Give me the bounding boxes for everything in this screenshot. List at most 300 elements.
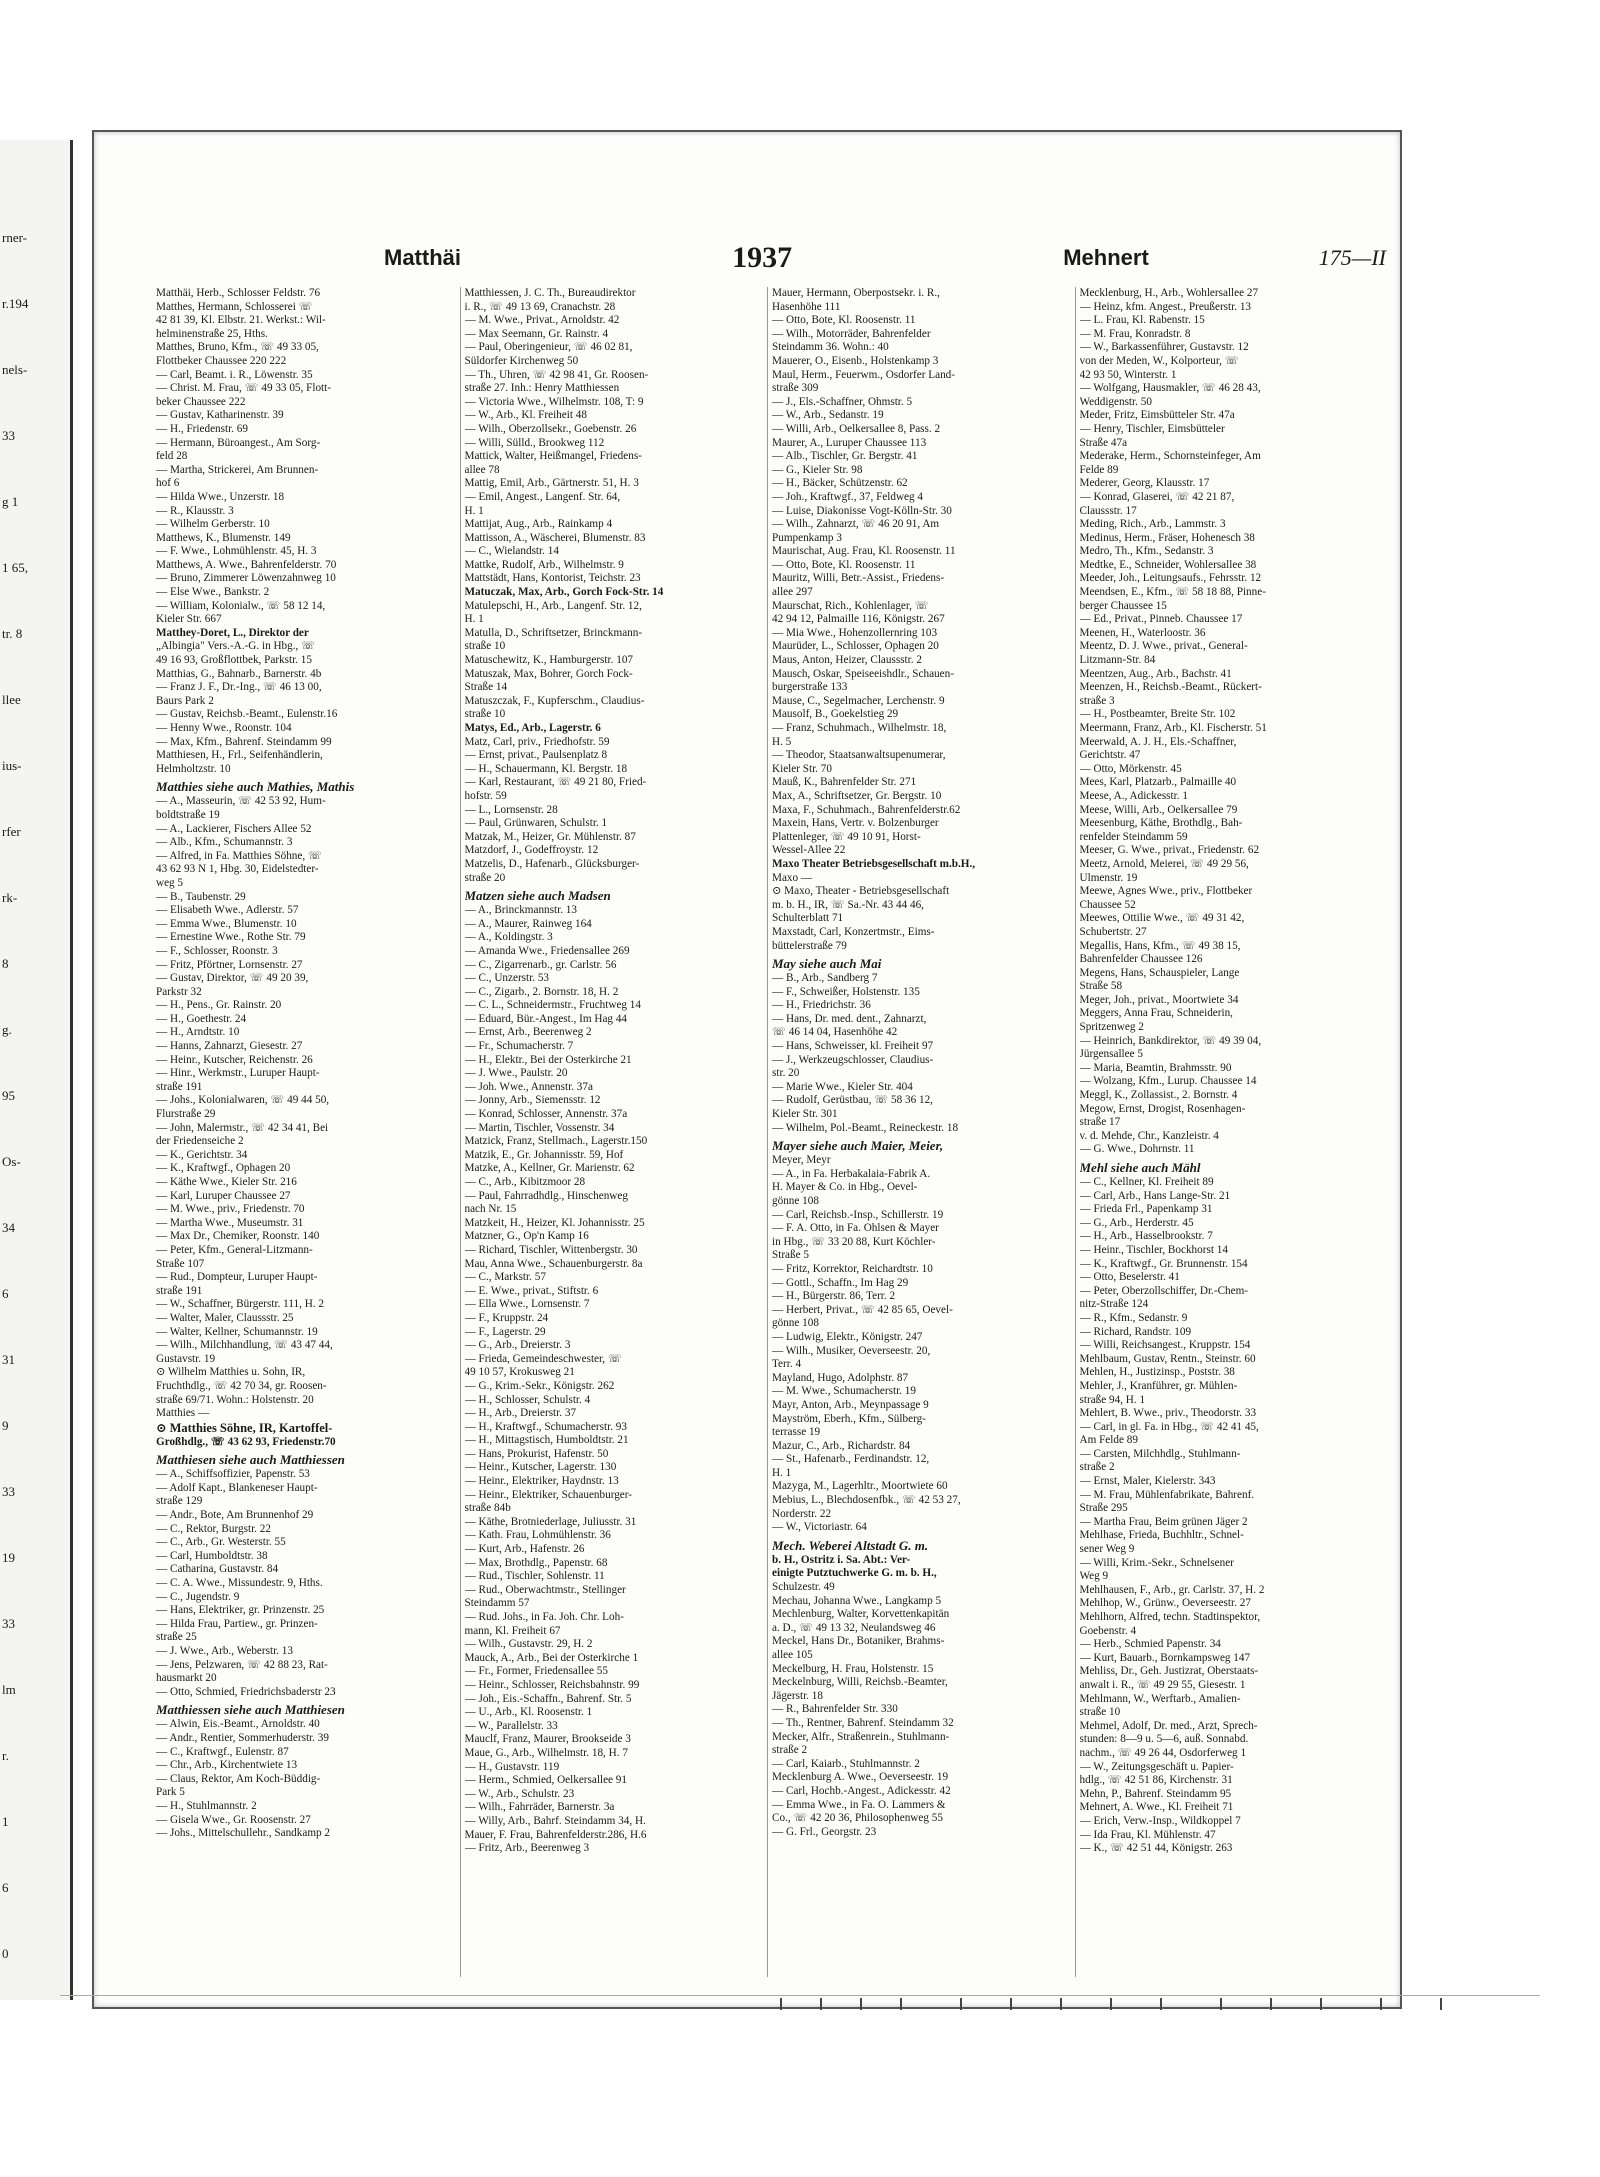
directory-entry: — Otto, Bote, Kl. Roosenstr. 11	[772, 558, 916, 571]
directory-entry: — Alwin, Eis.-Beamt., Arnoldstr. 40	[156, 1718, 320, 1731]
directory-entry: — Carl, Reichsb.-Insp., Schillerstr. 19	[772, 1208, 944, 1221]
directory-column-3	[767, 287, 1065, 1977]
directory-entry: — C., Kellner, Kl. Freiheit 89	[1079, 1176, 1214, 1188]
directory-entry: — J., Werkzeugschlosser, Claudius-	[772, 1053, 934, 1066]
directory-entry: — H., Elektr., Bei der Osterkirche 21	[464, 1053, 632, 1066]
directory-entry: einigte Putztuchwerke G. m. b. H.,	[772, 1567, 937, 1580]
directory-entry: berger Chaussee 15	[1079, 599, 1167, 612]
directory-entry: Maurer, A., Luruper Chaussee 113	[772, 436, 927, 449]
directory-entry: 49 16 93, Großflottbek, Parkstr. 15	[156, 654, 312, 667]
directory-entry: — Karl, Restaurant, ☏ 49 21 80, Fried-	[464, 776, 647, 789]
directory-entry: — A., in Fa. Herbakalaia-Fabrik A.	[772, 1167, 931, 1180]
directory-entry: mann, Kl. Freiheit 67	[464, 1624, 561, 1637]
directory-entry: renfelder Steindamm 59	[1079, 830, 1188, 843]
directory-entry: — Willi, Arb., Oelkersallee 8, Pass. 2	[772, 422, 941, 435]
directory-entry: Gustavstr. 19	[156, 1352, 216, 1365]
left-page-fragment: 19	[2, 1550, 15, 1565]
directory-entry: — G., Arb., Dreierstr. 3	[464, 1339, 571, 1352]
directory-entry: Megow, Ernst, Drogist, Rosenhagen-	[1079, 1102, 1246, 1115]
directory-entry: „Albingia" Vers.-A.-G. in Hbg., ☏	[156, 640, 316, 653]
directory-entry: Mees, Karl, Platzarb., Palmaille 40	[1079, 776, 1237, 789]
directory-entry: — H., Friedenstr. 69	[156, 422, 248, 435]
directory-entry: — Herbert, Privat., ☏ 42 85 65, Oevel-	[772, 1303, 953, 1316]
left-page-fragment: rner-	[2, 230, 27, 245]
directory-entry: Maxo —	[772, 871, 813, 884]
directory-entry: — W., Parallelstr. 33	[464, 1719, 558, 1732]
directory-entry: Meckelnburg, Willi, Reichsb.-Beamter,	[772, 1676, 948, 1689]
directory-entry: Meendsen, E., Kfm., ☏ 58 18 88, Pinne-	[1079, 586, 1266, 599]
directory-entry: Mattig, Emil, Arb., Gärtnerstr. 51, H. 3	[464, 477, 639, 490]
directory-entry: Mayström, Eberh., Kfm., Sülberg-	[772, 1412, 926, 1425]
directory-entry: — Joh., Eis.-Schaffn., Bahrenf. Str. 5	[464, 1692, 632, 1705]
directory-entry: Bahrenfelder Chaussee 126	[1079, 953, 1203, 966]
directory-entry: — Catharina, Gustavstr. 84	[156, 1563, 279, 1576]
directory-entry: Hasenhöhe 111	[772, 300, 841, 313]
directory-entry: Medro, Th., Kfm., Sedanstr. 3	[1079, 545, 1214, 558]
page-number: 175—II	[1318, 245, 1386, 270]
directory-entry: — Käthe, Brotniederlage, Juliusstr. 31	[464, 1515, 637, 1528]
directory-entry: Am Felde 89	[1079, 1434, 1138, 1447]
directory-entry: Meesenburg, Käthe, Brothdlg., Bah-	[1079, 817, 1243, 830]
directory-entry: von der Meden, W., Kolporteur, ☏	[1079, 354, 1239, 367]
directory-entry: — F. A. Otto, in Fa. Ohlsen & Mayer	[772, 1222, 939, 1235]
directory-entry: Maurüder, L., Schlosser, Ophagen 20	[772, 640, 939, 653]
directory-entry: — Gustav, Direktor, ☏ 49 20 39,	[156, 972, 309, 985]
directory-entry: str. 20	[772, 1067, 800, 1080]
directory-entry: Mayland, Hugo, Adolphstr. 87	[772, 1371, 909, 1384]
directory-entry: — Kurt, Bauarb., Bornkampsweg 147	[1079, 1651, 1251, 1664]
left-page-fragment: 1 65,	[2, 560, 28, 575]
directory-entry: — Herm., Schmied, Oelkersallee 91	[464, 1774, 627, 1787]
directory-entry: Mayr, Anton, Arb., Meynpassage 9	[772, 1398, 929, 1411]
directory-entry: — Alfred, in Fa. Matthies Söhne, ☏	[156, 849, 322, 862]
directory-entry: — M. Wwe., priv., Friedenstr. 70	[156, 1203, 305, 1216]
left-page-fragment: 6	[2, 1880, 9, 1895]
directory-entry: — Hans, Dr. med. dent., Zahnarzt,	[772, 1012, 927, 1025]
directory-entry: — C., Jugendstr. 9	[156, 1590, 240, 1603]
left-page-fragment: g.	[2, 1022, 12, 1037]
directory-entry: Matthes, Hermann, Schlosserei ☏	[156, 300, 313, 313]
directory-entry: 42 93 50, Winterstr. 1	[1079, 368, 1177, 381]
directory-entry: — Martha, Strickerei, Am Brunnen-	[156, 463, 319, 476]
directory-entry: — K., Kraftwgf., Ophagen 20	[156, 1162, 291, 1175]
directory-entry: Kieler Str. 70	[772, 762, 832, 775]
left-page-fragment: 33	[2, 1616, 15, 1631]
directory-entry: — Joh., Kraftwgf., 37, Feldweg 4	[772, 490, 924, 503]
directory-entry: — Rud., Dompteur, Luruper Haupt-	[156, 1271, 318, 1284]
directory-entry: Mederer, Georg, Klausstr. 17	[1079, 477, 1210, 490]
directory-entry: Matthey-Doret, L., Direktor der	[156, 626, 309, 639]
directory-entry: — Ella Wwe., Lornsenstr. 7	[464, 1298, 590, 1311]
directory-entry: Matthias, G., Bahnarb., Barnerstr. 4b	[156, 667, 322, 680]
left-page-fragment: r.	[2, 1748, 9, 1763]
directory-entry: — Marie Wwe., Kieler Str. 404	[772, 1080, 913, 1093]
directory-entry: Mecklenburg A. Wwe., Oeverseestr. 19	[772, 1771, 949, 1784]
directory-entry: Meentzen, Aug., Arb., Bachstr. 41	[1079, 667, 1232, 680]
directory-entry: — Max, Brothdlg., Papenstr. 68	[464, 1556, 608, 1569]
directory-entry: — Heinr., Schlosser, Reichsbahnstr. 99	[464, 1678, 640, 1691]
directory-entry: — Ed., Privat., Pinneb. Chaussee 17	[1079, 613, 1243, 626]
directory-entry: Mehlhausen, F., Arb., gr. Carlstr. 37, H. 2	[1079, 1583, 1265, 1596]
directory-entry: — Martin, Tischler, Vossenstr. 34	[464, 1121, 615, 1134]
directory-entry: Mauritz, Willi, Betr.-Assist., Friedens-	[772, 572, 945, 585]
directory-entry: Helmholtzstr. 10	[156, 762, 231, 775]
directory-entry: — Paul, Grünwaren, Schulstr. 1	[464, 817, 608, 830]
directory-entry: — L. Frau, Kl. Rabenstr. 15	[1079, 314, 1205, 327]
directory-entry: — C., Arb., Gr. Westerstr. 55	[156, 1536, 286, 1549]
directory-entry: Mattisson, A., Wäscherei, Blumenstr. 83	[464, 531, 646, 544]
directory-entry: Matzdorf, J., Godeffroystr. 12	[464, 844, 599, 857]
directory-entry: weg 5	[156, 876, 184, 889]
directory-entry: — Käthe Wwe., Kieler Str. 216	[156, 1176, 297, 1188]
directory-entry: — A., Koldingstr. 3	[464, 931, 553, 944]
directory-entry: — E. Wwe., privat., Stiftstr. 6	[464, 1284, 599, 1297]
directory-entry: — Otto, Bote, Kl. Roosenstr. 11	[772, 314, 916, 327]
directory-entry: 49 10 57, Krokusweg 21	[464, 1366, 575, 1379]
directory-entry: Matuschewitz, K., Hamburgerstr. 107	[464, 654, 634, 667]
directory-entry: H. 5	[772, 735, 792, 748]
directory-entry: — Richard, Randstr. 109	[1079, 1325, 1192, 1338]
directory-entry: — Paul, Fahrradhdlg., Hinschenweg	[464, 1189, 628, 1202]
directory-entry: Co., ☏ 42 20 36, Philosophenweg 55	[772, 1812, 943, 1825]
directory-entry: — Gisela Wwe., Gr. Roosenstr. 27	[156, 1813, 311, 1826]
directory-entry: Meckelburg, H. Frau, Holstenstr. 15	[772, 1662, 934, 1675]
directory-entry: Litzmann-Str. 84	[1079, 654, 1156, 667]
directory-entry: Meerwald, A. J. H., Els.-Schaffner,	[1079, 735, 1237, 748]
directory-entry: — Hinr., Werkmstr., Luruper Haupt-	[156, 1067, 320, 1080]
directory-entry: v. d. Mehde, Chr., Kanzleistr. 4	[1079, 1129, 1219, 1142]
directory-entry: — Carl, in gl. Fa. in Hbg., ☏ 42 41 45,	[1079, 1420, 1259, 1433]
directory-entry: — Rud., Oberwachtmstr., Stellinger	[464, 1583, 626, 1596]
directory-entry: — Chr., Arb., Kirchentwiete 13	[156, 1759, 298, 1772]
directory-entry: Maxstadt, Carl, Konzertmstr., Eims-	[772, 925, 935, 938]
directory-entry: — Ida Frau, Kl. Mühlenstr. 47	[1079, 1828, 1216, 1841]
directory-entry: Mauß, K., Bahrenfelder Str. 271	[772, 776, 917, 789]
directory-entry: Mausch, Oskar, Speiseeishdlr., Schauen-	[772, 667, 954, 680]
left-page-fragment: rk-	[2, 890, 18, 905]
directory-entry: beker Chaussee 222	[156, 395, 246, 408]
directory-entry: — J. Wwe., Paulstr. 20	[464, 1067, 568, 1080]
directory-entry: — Paul, Oberingenieur, ☏ 46 02 81,	[464, 341, 633, 354]
directory-entry: Maxein, Hans, Vertr. v. Bolzenburger	[772, 817, 939, 830]
header-right-keyword: Mehnert	[1063, 245, 1149, 270]
directory-entry: — Franz J. F., Dr.-Ing., ☏ 46 13 00,	[156, 681, 322, 694]
directory-entry: — Willy, Arb., Bahrf. Steindamm 34, H.	[464, 1814, 646, 1827]
directory-entry: — R., Kfm., Sedanstr. 9	[1079, 1311, 1188, 1324]
left-page-fragment: 33	[2, 428, 15, 443]
directory-entry: straße 10	[1079, 1706, 1121, 1719]
directory-entry: Meggers, Anna Frau, Schneiderin,	[1079, 1007, 1233, 1020]
directory-entry: — Peter, Oberzollschiffer, Dr.-Chem-	[1079, 1284, 1249, 1297]
directory-entry: Mehlbaum, Gustav, Rentn., Steinstr. 60	[1079, 1352, 1256, 1365]
directory-entry: — Christ. M. Frau, ☏ 49 33 05, Flott-	[156, 382, 331, 395]
directory-entry: Megens, Hans, Schauspieler, Lange	[1079, 966, 1240, 979]
directory-entry: — St., Hafenarb., Ferdinandstr. 12,	[772, 1453, 930, 1466]
directory-entry: — Franz, Schuhmach., Wilhelmstr. 18,	[772, 722, 947, 734]
directory-entry: Meetz, Arnold, Meierei, ☏ 49 29 56,	[1079, 857, 1249, 870]
directory-entry: Matuczak, Max, Arb., Gorch Fock-Str. 14	[464, 586, 664, 599]
directory-entry: — Walter, Maler, Claussstr. 25	[156, 1311, 294, 1324]
directory-entry: — Martha Frau, Beim grünen Jäger 2	[1079, 1515, 1248, 1528]
directory-entry: Flottbeker Chaussee 220 222	[156, 354, 287, 367]
directory-entry: straße 10	[464, 640, 506, 653]
directory-entry: Meenen, H., Waterloostr. 36	[1079, 626, 1206, 639]
directory-entry: — C. A. Wwe., Missundestr. 9, Hths.	[156, 1577, 323, 1590]
directory-entry: — Kurt, Arb., Hafenstr. 26	[464, 1543, 585, 1556]
directory-entry: Maul, Herm., Feuerwm., Osdorfer Land-	[772, 368, 955, 381]
directory-entry: Meese, A., Adickesstr. 1	[1079, 789, 1188, 802]
directory-entry: — F., Schlosser, Roonstr. 3	[156, 944, 278, 957]
directory-entry: Mauclf, Franz, Maurer, Brookseide 3	[464, 1733, 631, 1746]
directory-entry: Meding, Rich., Arb., Lammstr. 3	[1079, 518, 1226, 531]
directory-entry: Matthäi, Herb., Schlosser Feldstr. 76	[156, 287, 321, 299]
directory-entry: — Wilh., Fahrräder, Barnerstr. 3a	[464, 1801, 615, 1814]
surname-heading: Matthiesen siehe auch Matthiessen	[156, 1452, 345, 1468]
directory-entry: — G., Kieler Str. 98	[772, 463, 863, 476]
directory-entry: — Hilda Frau, Partiew., gr. Prinzen-	[156, 1617, 318, 1630]
directory-entry: — G., Krim.-Sekr., Königstr. 262	[464, 1379, 615, 1392]
directory-entry: Maxa, F., Schuhmach., Bahrenfelderstr.62	[772, 803, 961, 816]
directory-entry: — Ernst, Arb., Beerenweg 2	[464, 1026, 592, 1039]
directory-entry: H. Mayer & Co. in Hbg., Oevel-	[772, 1181, 918, 1194]
directory-entry: straße 3	[1079, 694, 1115, 707]
directory-entry: — Hanns, Zahnarzt, Giesestr. 27	[156, 1040, 303, 1053]
directory-entry: — C., Arb., Kibitzmoor 28	[464, 1176, 586, 1188]
directory-entry: straße 17	[1079, 1116, 1121, 1129]
directory-entry: — C., Rektor, Burgstr. 22	[156, 1522, 271, 1535]
directory-entry: Mehlhase, Frieda, Buchhltr., Schnel-	[1079, 1529, 1244, 1542]
directory-entry: in Hbg., ☏ 33 20 88, Kurt Köchler-	[772, 1235, 936, 1248]
directory-entry: b. H., Ostritz i. Sa. Abt.: Ver-	[772, 1553, 911, 1566]
left-page-fragment: ius-	[2, 758, 22, 773]
directory-entry: — Hans, Elektriker, gr. Prinzenstr. 25	[156, 1604, 325, 1617]
directory-entry: — Carsten, Milchhdlg., Stuhlmann-	[1079, 1447, 1241, 1460]
directory-entry: Mauerer, O., Eisenb., Holstenkamp 3	[772, 354, 939, 367]
directory-entry: Mehlhop, W., Grünw., Oeverseestr. 27	[1079, 1597, 1251, 1610]
directory-entry: Matzik, E., Gr. Johannisstr. 59, Hof	[464, 1148, 624, 1161]
directory-entry: — Bruno, Zimmerer Löwenzahnweg 10	[156, 572, 336, 585]
directory-entry: — Heinr., Tischler, Bockhorst 14	[1079, 1243, 1228, 1256]
directory-entry: 43 62 93 N 1, Hbg. 30, Eidelstedter-	[156, 863, 319, 876]
directory-entry: — J. Wwe., Arb., Weberstr. 13	[156, 1645, 293, 1657]
directory-entry: — Adolf Kapt., Blankeneser Haupt-	[156, 1481, 318, 1494]
directory-entry: — Wilh., Musiker, Oeverseestr. 20,	[772, 1344, 931, 1357]
directory-entry: sener Weg 9	[1079, 1543, 1135, 1556]
directory-entry: Matzak, M., Heizer, Gr. Mühlenstr. 87	[464, 830, 636, 843]
directory-entry: — W., Arb., Schulstr. 23	[464, 1787, 575, 1800]
directory-entry: — A., Masseurin, ☏ 42 53 92, Hum-	[156, 795, 326, 808]
directory-entry: Claussstr. 17	[1079, 504, 1137, 517]
directory-entry: Meewe, Agnes Wwe., priv., Flottbeker	[1079, 885, 1253, 898]
directory-entry: — Wolzang, Kfm., Lurup. Chaussee 14	[1079, 1075, 1257, 1088]
directory-entry: Parkstr 32	[156, 985, 202, 998]
directory-entry: — C., Zigarrenarb., gr. Carlstr. 56	[464, 958, 617, 971]
directory-entry: H. 1	[464, 504, 484, 517]
directory-entry: nitz-Straße 124	[1079, 1298, 1149, 1311]
directory-entry: Medinus, Herm., Fräser, Hohenesch 38	[1079, 531, 1255, 544]
directory-entry: Matzick, Franz, Stellmach., Lagerstr.150	[464, 1135, 648, 1148]
directory-entry: — Kath. Frau, Lohmühlenstr. 36	[464, 1529, 611, 1542]
directory-entry: 42 81 39, Kl. Elbstr. 21. Werkst.: Wil-	[156, 314, 326, 327]
directory-entry: gönne 108	[772, 1195, 819, 1207]
directory-entry: — Fr., Former, Friedensallee 55	[464, 1665, 608, 1678]
directory-entry: — Erich, Verw.-Insp., Wildkoppel 7	[1079, 1814, 1241, 1827]
directory-entry: ⊙ Matthies Söhne, IR, Kartoffel-	[156, 1420, 333, 1435]
surname-heading: Matthies siehe auch Mathies, Mathis	[156, 779, 355, 795]
directory-entry: — A., Brinckmannstr. 13	[464, 904, 577, 917]
directory-entry: Fruchthdlg., ☏ 42 70 34, gr. Roosen-	[156, 1379, 327, 1392]
directory-entry: Matz, Carl, priv., Friedhofstr. 59	[464, 735, 610, 748]
directory-entry: Chaussee 52	[1079, 898, 1136, 911]
directory-entry: — R., Bahrenfelder Str. 330	[772, 1703, 898, 1716]
directory-entry: — H., Friedrichstr. 36	[772, 999, 871, 1012]
directory-entry: — K., Kraftwgf., Gr. Brunnenstr. 154	[1079, 1257, 1248, 1270]
directory-entry: — W., Victoriastr. 64	[772, 1521, 867, 1534]
directory-columns	[152, 287, 1372, 1977]
directory-entry: — H., Gustavstr. 119	[464, 1760, 560, 1773]
directory-entry: boldtstraße 19	[156, 808, 220, 821]
directory-entry: — Claus, Rektor, Am Koch-Büddig-	[156, 1772, 321, 1785]
directory-entry: — Rudolf, Gerüstbau, ☏ 58 36 12,	[772, 1094, 933, 1107]
directory-entry: Matzelis, D., Hafenarb., Glücksburger-	[464, 857, 640, 870]
directory-entry: anwalt i. R., ☏ 49 29 55, Giesestr. 1	[1079, 1678, 1246, 1691]
directory-entry: Goebenstr. 4	[1079, 1624, 1137, 1637]
directory-entry: — F., Lagerstr. 29	[464, 1325, 546, 1338]
directory-entry: — Carl, Kaiarb., Stuhlmannstr. 2	[772, 1757, 920, 1770]
directory-entry: — H., Pens., Gr. Rainstr. 20	[156, 999, 282, 1012]
directory-entry: Spritzenweg 2	[1079, 1021, 1144, 1034]
directory-entry: — Hans, Schweisser, kl. Freiheit 97	[772, 1040, 934, 1053]
directory-entry: — Rud. Johs., in Fa. Joh. Chr. Loh-	[464, 1611, 624, 1623]
directory-entry: nach Nr. 15	[464, 1203, 517, 1216]
directory-entry: Terr. 4	[772, 1358, 802, 1371]
surname-heading: Mehl siehe auch Mähl	[1079, 1160, 1201, 1175]
directory-entry: Matthies —	[156, 1407, 210, 1420]
directory-entry: — Heinr., Kutscher, Lagerstr. 130	[464, 1461, 617, 1474]
directory-entry: — Konrad, Schlosser, Annenstr. 37a	[464, 1108, 628, 1121]
directory-entry: Meder, Fritz, Eimsbütteler Str. 47a	[1079, 409, 1235, 422]
left-page-fragment: r.194	[2, 296, 29, 311]
directory-entry: — Max, Kfm., Bahrenf. Steindamm 99	[156, 735, 332, 748]
directory-entry: — Carl, Arb., Hans Lange-Str. 21	[1079, 1189, 1231, 1202]
directory-entry: — Max Seemann, Gr. Rainstr. 4	[464, 327, 609, 340]
directory-entry: gönne 108	[772, 1317, 819, 1330]
directory-entry: — W., Arb., Kl. Freiheit 48	[464, 409, 587, 422]
directory-entry: Mazur, C., Arb., Richardstr. 84	[772, 1439, 911, 1452]
directory-entry: — Jens, Pelzwaren, ☏ 42 88 23, Rat-	[156, 1658, 328, 1671]
directory-entry: Mehn, P., Bahrenf. Steindamm 95	[1079, 1787, 1232, 1800]
directory-entry: Matthews, K., Blumenstr. 149	[156, 531, 291, 544]
directory-entry: Mehlhorn, Alfred, techn. Stadtinspektor,	[1079, 1611, 1261, 1623]
directory-entry: feld 28	[156, 450, 188, 463]
left-page-fragment: 8	[2, 956, 9, 971]
directory-entry: Matzner, G., Op'n Kamp 16	[464, 1230, 589, 1243]
directory-entry: — Amanda Wwe., Friedensallee 269	[464, 944, 630, 957]
directory-entry: — Fritz, Arb., Beerenweg 3	[464, 1842, 590, 1855]
directory-entry: Meenzen, H., Reichsb.-Beamt., Rückert-	[1079, 681, 1262, 694]
directory-entry: straße 20	[464, 871, 506, 884]
directory-entry: Maue, G., Arb., Wilhelmstr. 18, H. 7	[464, 1746, 628, 1759]
directory-entry: — M. Wwe., Privat., Arnoldstr. 42	[464, 314, 620, 327]
directory-entry: straße 27. Inh.: Henry Matthiessen	[464, 382, 620, 395]
surname-heading: Matthiessen siehe auch Matthiesen	[156, 1702, 345, 1718]
directory-entry: hof 6	[156, 477, 180, 490]
directory-entry: — G. Frl., Georgstr. 23	[772, 1825, 877, 1838]
directory-entry: — William, Kolonialw., ☏ 58 12 14,	[156, 599, 326, 612]
directory-entry: — C., Kraftwgf., Eulenstr. 87	[156, 1745, 289, 1758]
directory-entry: Schulterblatt 71	[772, 912, 844, 925]
directory-entry: Medtke, E., Schneider, Wohlersallee 38	[1079, 558, 1257, 571]
directory-entry: Mehmel, Adolf, Dr. med., Arzt, Sprech-	[1079, 1719, 1258, 1732]
directory-entry: — Willi, Sülld., Brookweg 112	[464, 436, 605, 449]
directory-entry: — G. Wwe., Dohrnstr. 11	[1079, 1143, 1195, 1156]
left-page-fragment: 95	[2, 1088, 15, 1103]
directory-entry: Mehler, J., Kranführer, gr. Mühlen-	[1079, 1379, 1238, 1392]
directory-entry: — B., Arb., Sandberg 7	[772, 972, 878, 985]
directory-entry: der Friedenseiche 2	[156, 1135, 244, 1148]
directory-entry: — Hermann, Büroangest., Am Sorg-	[156, 436, 321, 449]
directory-entry: straße 25	[156, 1631, 197, 1644]
directory-entry: — H., Bürgerstr. 86, Terr. 2	[772, 1290, 896, 1303]
directory-entry: Schubertstr. 27	[1079, 925, 1147, 938]
directory-entry: Matthes, Bruno, Kfm., ☏ 49 33 05,	[156, 341, 319, 354]
directory-entry: — Alb., Tischler, Gr. Bergstr. 41	[772, 450, 918, 463]
directory-entry: Meentz, D. J. Wwe., privat., General-	[1079, 640, 1248, 653]
directory-entry: — M. Wwe., Schumacherstr. 19	[772, 1385, 916, 1398]
directory-entry: straße 10	[464, 708, 506, 721]
directory-entry: — H., Kraftwgf., Schumacherstr. 93	[464, 1420, 627, 1433]
directory-entry: Steindamm 57	[464, 1597, 530, 1610]
directory-entry: — Heinr., Elektriker, Schauenburger-	[464, 1488, 632, 1501]
directory-entry: helminenstraße 25, Hths.	[156, 327, 268, 340]
directory-entry: straße 84b	[464, 1502, 511, 1515]
directory-entry: straße 191	[156, 1080, 203, 1093]
directory-entry: straße 309	[772, 382, 819, 395]
directory-entry: Süldorfer Kirchenweg 50	[464, 354, 579, 367]
directory-entry: — Gottl., Schaffn., Im Hag 29	[772, 1276, 909, 1289]
directory-entry: — H., Stuhlmannstr. 2	[156, 1799, 257, 1812]
directory-entry: Meeder, Joh., Leitungsaufs., Fehrsstr. 12	[1079, 572, 1262, 585]
directory-column-1	[152, 287, 450, 1977]
directory-entry: — K., ☏ 42 51 44, Königstr. 263	[1079, 1842, 1233, 1855]
directory-entry: — Fritz, Korrektor, Reichardtstr. 10	[772, 1262, 933, 1275]
directory-entry: — Carl, Beamt. i. R., Löwenstr. 35	[156, 368, 313, 381]
directory-entry: Kieler Str. 667	[156, 613, 222, 626]
directory-entry: — H., Schauermann, Kl. Bergstr. 18	[464, 762, 628, 775]
directory-entry: — H., Mittagstisch, Humboldtstr. 21	[464, 1434, 629, 1447]
header-year: 1937	[732, 241, 793, 274]
directory-entry: Weg 9	[1079, 1570, 1109, 1583]
directory-entry: Steindamm 36. Wohn.: 40	[772, 341, 889, 354]
directory-entry: Jägerstr. 18	[772, 1689, 823, 1702]
directory-entry: Matuszczak, F., Kupferschm., Claudius-	[464, 694, 645, 707]
directory-entry: Gerichtstr. 47	[1079, 749, 1141, 762]
directory-entry: hdlg., ☏ 42 51 86, Kirchenstr. 31	[1079, 1774, 1233, 1787]
directory-entry: Mederake, Herm., Schornsteinfeger, Am	[1079, 450, 1261, 463]
directory-entry: Plattenleger, ☏ 49 10 91, Horst-	[772, 830, 921, 843]
directory-entry: — Emil, Angest., Langenf. Str. 64,	[464, 490, 621, 503]
directory-entry: — M. Frau, Mühlenfabrikate, Bahrenf.	[1079, 1488, 1255, 1501]
directory-entry: — Wilhelm Gerberstr. 10	[156, 518, 270, 531]
directory-entry: Meyer, Meyr	[772, 1154, 831, 1167]
directory-entry: Maurischat, Aug. Frau, Kl. Roosenstr. 11	[772, 545, 956, 558]
directory-entry: — Carl, Hochb.-Angest., Adickesstr. 42	[772, 1784, 951, 1797]
directory-entry: — Otto, Beselerstr. 41	[1079, 1271, 1180, 1284]
directory-entry: Pumpenkamp 3	[772, 531, 842, 544]
directory-entry: allee 297	[772, 586, 813, 599]
directory-entry: — A., Schiffsoffizier, Papenstr. 53	[156, 1468, 310, 1481]
directory-entry: — Theodor, Staatsanwaltsupenumerar,	[772, 749, 946, 762]
